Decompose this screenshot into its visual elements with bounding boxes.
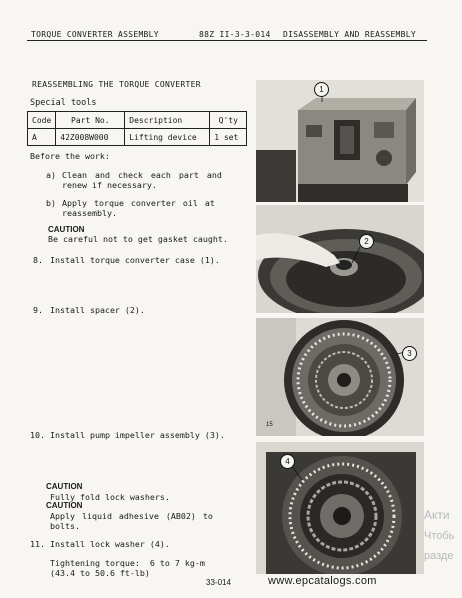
caution-text: Be careful not to get gasket caught. (48, 234, 228, 244)
step-number: 10. (30, 430, 45, 440)
before-work-item-line: renew if necessary. (62, 180, 157, 190)
website-link[interactable]: www.epcatalogs.com (268, 575, 377, 587)
caution-label: CAUTION (46, 501, 83, 510)
caution-text: bolts. (50, 521, 80, 531)
table-header-cell: Code (28, 112, 56, 129)
header-doc-code: 88Z II-3-3-014 (199, 30, 271, 39)
page-number: 33-014 (206, 578, 231, 587)
table-cell: A (28, 129, 56, 146)
callout-2: 2 (359, 234, 374, 249)
step-number: 11. (30, 539, 45, 549)
table-row (28, 129, 247, 146)
photo-pump-impeller (256, 318, 424, 436)
before-work-item-line: Clean and check each part and (62, 170, 222, 180)
watermark-text: Акти (424, 508, 450, 522)
photo-lock-washer (256, 442, 424, 574)
table-header-cell: Description (125, 112, 210, 129)
table-header-cell: Q'ty (210, 112, 247, 129)
caution-label: CAUTION (48, 225, 85, 234)
photo-spacer (256, 205, 424, 313)
step-text: Install lock washer (4). (50, 539, 170, 549)
callout-3: 3 (402, 346, 417, 361)
header-chapter: DISASSEMBLY AND REASSEMBLY (283, 30, 417, 39)
table-cell: 42Z008W000 (56, 129, 125, 146)
tightening-torque: Tightening torque: 6 to 7 kg-m (50, 558, 205, 568)
step-text: Install pump impeller assembly (3). (50, 430, 225, 440)
tightening-torque-imperial: (43.4 to 50.6 ft-lb) (50, 568, 150, 578)
special-tools-table (27, 111, 247, 146)
photo-tag: 15 (266, 422, 273, 428)
watermark-text: Чтобь (424, 530, 455, 542)
table-cell: 1 set (210, 129, 247, 146)
step-number: 9. (33, 305, 43, 315)
caution-text: Fully fold lock washers. (50, 492, 170, 502)
callout-4: 4 (280, 454, 295, 469)
section-title: REASSEMBLING THE TORQUE CONVERTER (32, 80, 201, 89)
caution-label: CAUTION (46, 482, 83, 491)
before-work-item-line: Apply torque converter oil at (62, 198, 215, 208)
step-text: Install spacer (2). (50, 305, 145, 315)
step-text: Install torque converter case (1). (50, 255, 220, 265)
before-work-title: Before the work: (30, 151, 110, 161)
watermark-text: разде (424, 550, 454, 562)
caution-text: Apply liquid adhesive (AB02) to (50, 511, 213, 521)
special-tools-title: Special tools (30, 98, 97, 108)
step-number: 8. (33, 255, 43, 265)
before-work-marker: b) (46, 198, 56, 208)
header-rule (27, 40, 427, 41)
before-work-item-line: reassembly. (62, 208, 117, 218)
before-work-marker: a) (46, 170, 56, 180)
table-header-row (28, 112, 247, 129)
table-cell: Lifting device (125, 129, 210, 146)
callout-1: 1 (314, 82, 329, 97)
photo-torque-converter-case (256, 80, 424, 202)
header-section-title: TORQUE CONVERTER ASSEMBLY (31, 30, 159, 39)
table-header-cell: Part No. (56, 112, 125, 129)
